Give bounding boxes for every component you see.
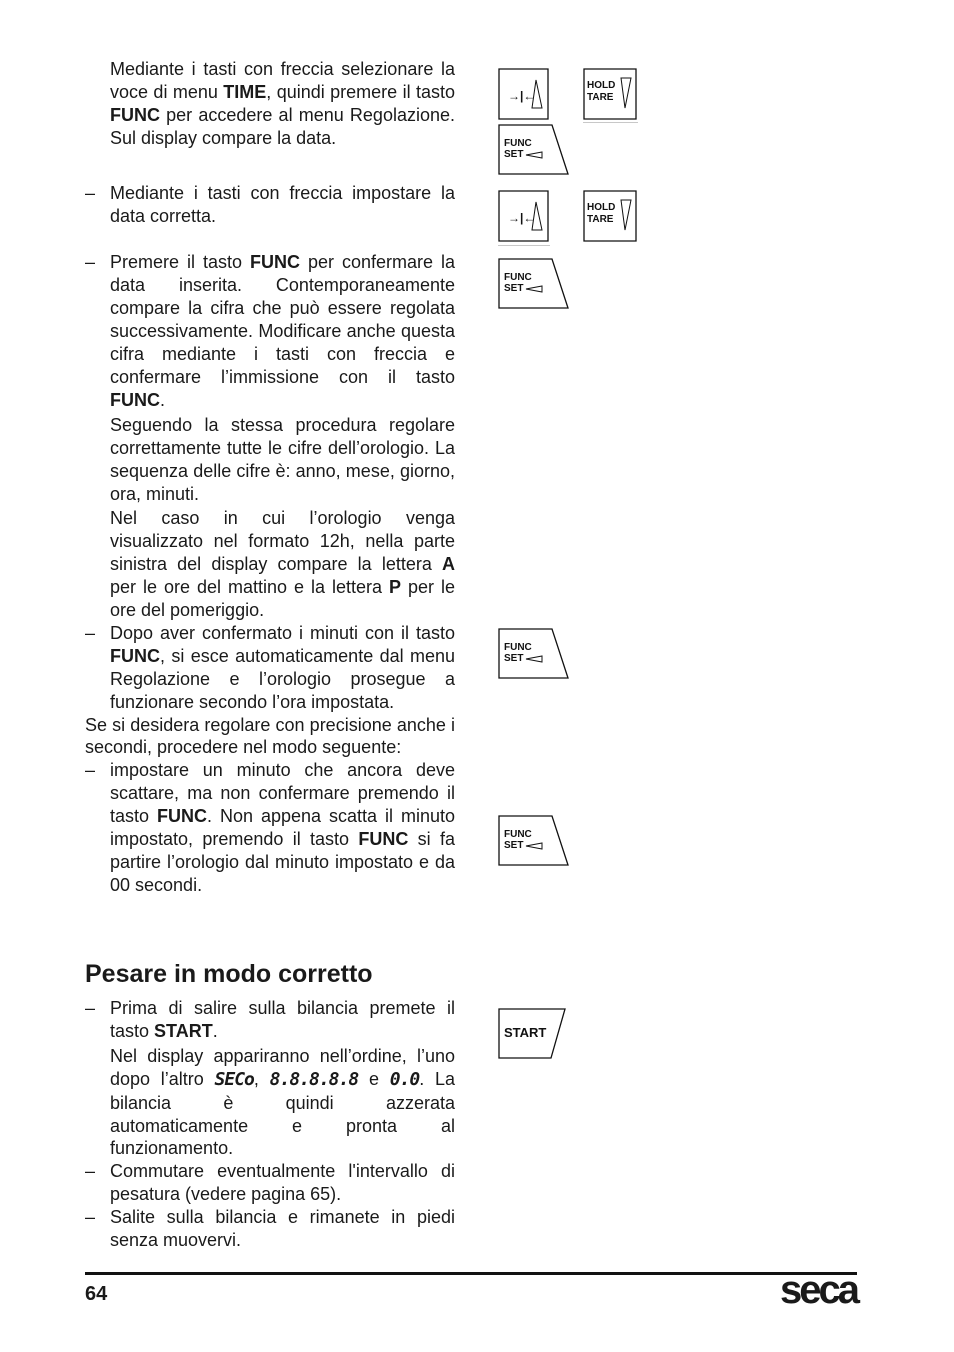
list-item-exit-menu — [85, 622, 455, 714]
paragraph-seconds-intro — [85, 714, 455, 760]
func-set-icon — [498, 124, 570, 176]
text: , si esce automaticamente dal menu Regolazione e l’orologio prosegue a funzionare secondo l’ora impostata. — [110, 645, 455, 712]
arrow-key-label: →|← — [508, 89, 536, 103]
dash: – — [85, 182, 96, 203]
text: Nel display appariranno nell’ordine, l’uno dopo l’altro — [110, 1045, 455, 1089]
dash: – — [85, 622, 96, 643]
func-set-icon — [498, 815, 570, 867]
text: Seguendo la stessa procedura regolare correttamente tutte le cifre dell’orologio. La sequenza delle cifre è: anno, mese, giorno, ora, minuti. — [110, 414, 455, 504]
divider — [583, 122, 638, 123]
func-label: FUNC — [504, 829, 532, 840]
func-label: FUNC — [504, 138, 532, 149]
bold-func: FUNC — [157, 806, 207, 827]
text-column — [85, 58, 455, 897]
bold-start: START — [154, 1020, 213, 1041]
text: Premere il tasto — [110, 252, 250, 273]
lcd-seco: SECo — [214, 1068, 254, 1090]
list-item-set-minute — [85, 759, 455, 896]
text: Prima di salire sulla bilancia premete il tasto — [110, 998, 455, 1041]
func-label: FUNC — [504, 642, 532, 653]
paragraph-digit-sequence — [85, 414, 455, 506]
func-set-key — [498, 628, 568, 678]
hold-label: HOLD — [587, 80, 616, 91]
text: . — [212, 1020, 218, 1041]
divider — [498, 245, 550, 246]
start-key-icon — [498, 1008, 570, 1060]
text: si fa partire l’orologio dal minuto impostato e da 00 secondi. — [110, 829, 455, 895]
paragraph-12h-format — [85, 507, 455, 622]
section-heading: Pesare in modo corretto — [85, 960, 373, 988]
lcd-eights: 8.8.8.8.8 — [269, 1068, 359, 1090]
text: Mediante i tasti con freccia impostare la data corretta. — [110, 182, 455, 226]
arrow-left-right-icon — [498, 68, 558, 120]
bold-a: A — [442, 554, 455, 575]
footer-rule — [85, 1272, 857, 1275]
func-set-icon — [498, 258, 570, 310]
text: . — [160, 389, 166, 410]
bold-func: FUNC — [110, 104, 160, 125]
func-set-key — [498, 124, 568, 174]
text: Dopo aver confermato i minuti con il tasto — [110, 622, 455, 643]
arrow-left-right-icon — [498, 190, 558, 242]
text-column-weighing — [85, 997, 455, 1252]
set-label: SET — [504, 653, 524, 664]
func-set-icon — [498, 628, 570, 680]
set-label: SET — [504, 149, 524, 160]
dash: – — [85, 1207, 96, 1228]
seca-logo: seca — [780, 1268, 857, 1312]
text: Se si desidera regolare con precisione anche i secondi, procedere nel modo seguente: — [85, 714, 455, 758]
text: impostare un minuto che ancora deve scattare, ma non confermare premendo il tasto — [110, 760, 455, 827]
start-label: START — [504, 1025, 547, 1040]
bold-func: FUNC — [110, 389, 160, 410]
dash: – — [85, 252, 96, 273]
list-item-step-on — [85, 1206, 455, 1252]
bold-p: P — [388, 577, 401, 598]
text: e — [358, 1068, 390, 1089]
text: Salite sulla bilancia e rimanete in piedi senza muovervi. — [110, 1207, 455, 1251]
text: , quindi premere il tasto — [266, 81, 455, 102]
func-set-key — [498, 258, 568, 308]
text: per le ore del mattino e la lettera — [110, 577, 389, 598]
text: per le ore del pomeriggio. — [110, 577, 455, 621]
arrow-key — [498, 68, 568, 118]
bold-func: FUNC — [110, 645, 160, 666]
start-key — [498, 1008, 568, 1058]
text: Nel caso in cui l’orologio venga visualizzato nel formato 12h, nella parte sinistra del display compare la lettera — [110, 508, 455, 575]
tare-label: TARE — [587, 214, 614, 225]
text: per confermare la data inserita. Contemporaneamente compare la cifra che può essere regolata successivamente. Modificare anche questa cifra mediante i tasti con freccia e confermare l’immissione con il tasto — [110, 252, 455, 387]
paragraph-select-time — [85, 58, 455, 150]
text: . La bilancia è quindi azzerata automaticamente e pronta al funzionamento. — [110, 1068, 455, 1159]
paragraph-display-sequence — [85, 1045, 455, 1161]
hold-tare-key — [583, 68, 653, 118]
hold-tare-icon — [583, 68, 639, 120]
text: Mediante i tasti con freccia selezionare la voce di menu — [110, 59, 455, 102]
page-number: 64 — [85, 1283, 108, 1305]
text: . Non appena scatta il minuto impostato, premendo il tasto — [110, 806, 455, 850]
arrow-key-label: →|← — [508, 211, 536, 225]
set-label: SET — [504, 840, 524, 851]
list-item-press-start — [85, 997, 455, 1043]
dash: – — [85, 1161, 96, 1182]
list-item-confirm-date — [85, 251, 455, 411]
list-item-weighing-range — [85, 1160, 455, 1206]
lcd-zero: 0.0 — [389, 1068, 420, 1090]
bold-func: FUNC — [249, 252, 300, 273]
dash: – — [85, 760, 96, 781]
hold-label: HOLD — [587, 202, 616, 213]
hold-tare-key — [583, 190, 653, 240]
bold-time: TIME — [223, 81, 267, 102]
dash: – — [85, 998, 96, 1018]
func-label: FUNC — [504, 272, 532, 283]
text: Commutare eventualmente l'intervallo di pesatura (vedere pagina 65). — [110, 1161, 455, 1205]
text: per accedere al menu Regolazione. Sul display compare la data. — [110, 104, 455, 148]
hold-tare-icon — [583, 190, 639, 242]
set-label: SET — [504, 283, 524, 294]
func-set-key — [498, 815, 568, 865]
list-item-set-date — [85, 182, 455, 228]
tare-label: TARE — [587, 92, 614, 103]
bold-func: FUNC — [358, 829, 409, 850]
text: , — [253, 1068, 270, 1089]
arrow-key — [498, 190, 568, 240]
